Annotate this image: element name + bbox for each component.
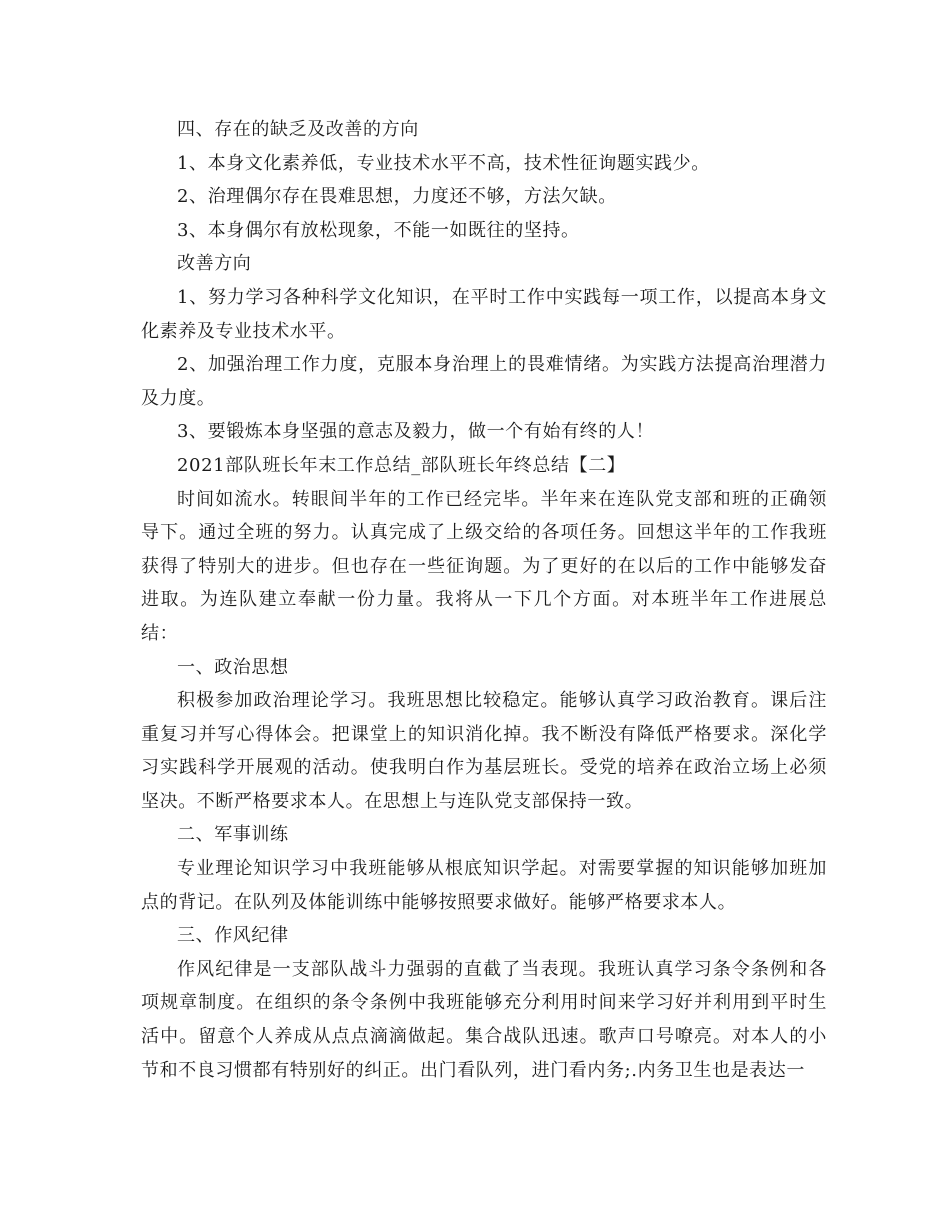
- section-heading-shortcomings: 四、存在的缺乏及改善的方向: [177, 119, 419, 140]
- paragraph-politics: 积极参加政治理论学习。我班思想比较稳定。能够认真学习政治教育。课后注重复习并写心得体会。把课堂上的知识消化掉。我不断没有降低严格要求。深化学习实践科学开展观的活动。使我明白作为基层班长。受党的培养在政治立场上必须坚决。不断严格要求本人。在思想上与连队党支部保持一致。: [141, 690, 827, 812]
- section-heading-discipline: 三、作风纪律: [177, 925, 289, 947]
- paragraph-improvement-3: 3、要锻炼本身坚强的意志及毅力，做一个有始有终的人！: [177, 421, 655, 443]
- section-heading-training: 二、军事训练: [177, 824, 289, 846]
- paragraph-training: 专业理论知识学习中我班能够从根底知识学起。对需要掌握的知识能够加班加点的背记。在队列及体能训练中能够按照要求做好。能够严格要求本人。: [141, 858, 827, 913]
- paragraph-shortcoming-1: 1、本身文化素养低，专业技术水平不高，技术性征询题实践少。: [177, 152, 710, 174]
- section-heading-politics: 一、政治思想: [177, 656, 289, 678]
- section-heading-improvement: 改善方向: [177, 253, 252, 275]
- paragraph-shortcoming-3: 3、本身偶尔有放松现象，不能一如既往的坚持。: [177, 219, 580, 241]
- paragraph-discipline: 作风纪律是一支部队战斗力强弱的直截了当表现。我班认真学习条令条例和各项规章制度。在组织的条令条例中我班能够充分利用时间来学习好并利用到平时生活中。留意个人养成从点点滴滴做起。集合战队迅速。歌声口号嘹亮。对本人的小节和不良习惯都有特别好的纠正。出门看队列，进门看内务;.内务卫生也是表达一: [141, 958, 827, 1081]
- paragraph-improvement-2: 2、加强治理工作力度，克服本身治理上的畏难情绪。为实践方法提高治理潜力及力度。: [141, 354, 827, 409]
- document-body: [141, 113, 827, 1087]
- paragraph-intro: 时间如流水。转眼间半年的工作已经完毕。半年来在连队党支部和班的正确领导下。通过全班的努力。认真完成了上级交给的各项任务。回想这半年的工作我班获得了特别大的进步。但也存在一些征询题。为了更好的在以后的工作中能够发奋进取。为连队建立奉献一份力量。我将从一下几个方面。对本班半年工作进展总结：: [141, 488, 827, 644]
- paragraph-shortcoming-2: 2、治理偶尔存在畏难思想，力度还不够，方法欠缺。: [177, 186, 617, 208]
- article-title-part-two: 2021部队班长年末工作总结_部队班长年终总结【二】: [177, 454, 626, 476]
- paragraph-improvement-1: 1、努力学习各种科学文化知识，在平时工作中实践每一项工作，以提高本身文化素养及专业技术水平。: [141, 286, 827, 342]
